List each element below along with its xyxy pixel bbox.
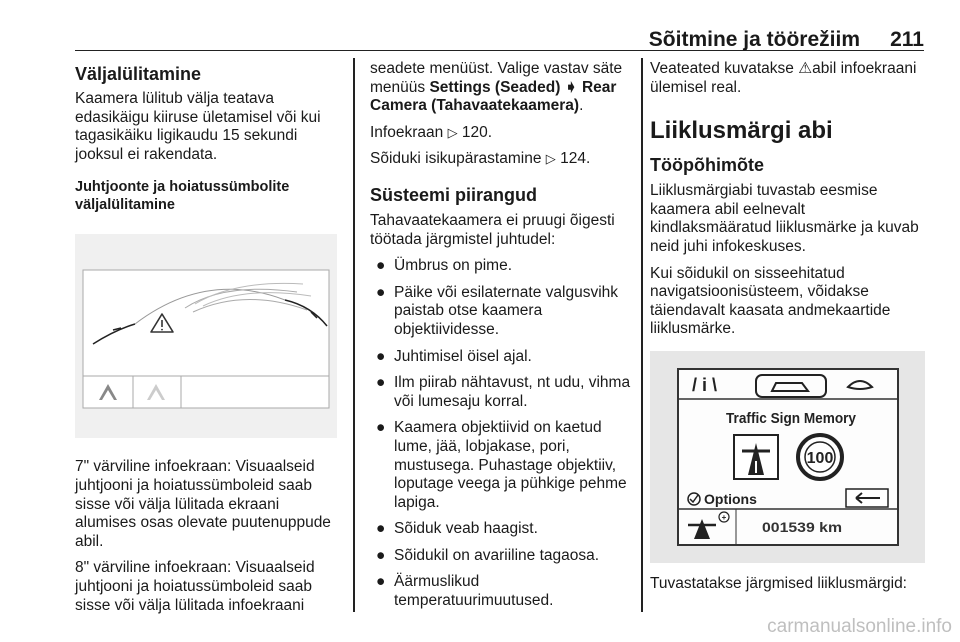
bullet-icon: ● xyxy=(376,546,386,564)
text-run: . xyxy=(579,97,584,115)
section-heading: Süsteemi piirangud xyxy=(370,184,538,205)
svg-text:+: + xyxy=(721,512,727,522)
text-run: abil infoekraani ülemisel real. xyxy=(650,60,917,96)
list-item-text: Äärmuslikud temperatuurimuutused. xyxy=(394,573,554,610)
ref-arrow-icon: ▷ xyxy=(447,124,458,140)
odometer-value: 001539 km xyxy=(762,518,842,535)
paragraph xyxy=(650,60,925,97)
bullet-icon: ● xyxy=(376,347,386,365)
column-divider xyxy=(641,58,643,612)
warning-icon: ⚠ xyxy=(798,60,813,77)
speed-limit-value: 100 xyxy=(806,449,834,467)
list-item-text: Ilm piirab nähtavust, nt udu, vihma või lumesaju korral. xyxy=(394,374,631,410)
section-heading: Väljalülitamine xyxy=(75,64,202,84)
list-item-text: Päike või esilaternate valgusvihk paistab otse kaamera objektiividesse. xyxy=(394,283,619,338)
list-item-text: Juhtimisel öisel ajal. xyxy=(394,347,532,365)
ref-arrow-icon: ▷ xyxy=(545,151,556,167)
list-item xyxy=(370,348,635,367)
figure-title: Traffic Sign Memory xyxy=(726,409,857,427)
page-number: 211 xyxy=(890,28,924,51)
paragraph: Kui sõidukil on sisseehitatud navigatsioonisüsteem, võidakse täiendavalt kaasata andmekaartide liiklusmärke. xyxy=(650,264,891,338)
cross-reference xyxy=(370,150,635,169)
list-item-text: Sõiduk veab haagist. xyxy=(394,520,538,538)
paragraph: Kaamera lülitub välja teatava edasikäigu kiiruse ületamisel või kui tagasikäiku ligikaudu 15 sekundi jooksul ei rakendata. xyxy=(75,90,321,163)
limitations-list xyxy=(370,257,635,611)
paragraph: Tuvastatakse järgmised liiklusmärgid: xyxy=(650,574,907,592)
traffic-sign-display xyxy=(650,351,925,563)
paragraph: 8" värviline infoekraan: Visuaalseid juhtjooni ja hoiatussümboleid saab sisse või välja lülitada infoekraani xyxy=(75,559,315,614)
text-run: seadete menüüst. Valige vastav säte menüüs xyxy=(370,60,623,96)
list-item xyxy=(370,257,635,276)
paragraph: Tahavaatekaamera ei pruugi õigesti töötada järgmistel juhtudel: xyxy=(370,211,615,248)
svg-text:/ i \: / i \ xyxy=(692,374,718,395)
list-item xyxy=(370,520,635,539)
chapter-heading: Liiklusmärgi abi xyxy=(650,117,833,145)
list-item xyxy=(370,419,635,512)
ref-page: 124. xyxy=(560,150,591,168)
bullet-icon: ● xyxy=(376,283,386,301)
ref-text: Infoekraan xyxy=(370,123,444,141)
paragraph: 7" värviline infoekraan: Visuaalseid juhtjooni ja hoiatussümboleid saab sisse või välja lülitada ekraani alumises osas olevate puutenuppude abil. xyxy=(75,458,331,550)
column-left xyxy=(75,60,337,623)
ref-text: Sõiduki isikupärastamine xyxy=(370,150,542,168)
watermark: carmanualsonline.info xyxy=(767,616,952,637)
camera-display-figure xyxy=(75,234,337,438)
paragraph: Liiklusmärgiabi tuvastab eesmise kaamera abil eelnevalt kindlaksmääratud liiklusmärke ja kuvab neid juhi infokeskuses. xyxy=(650,182,919,255)
column-right xyxy=(650,60,925,602)
list-item xyxy=(370,284,635,340)
text-run: Veateated kuvatakse xyxy=(650,60,794,77)
header-title: Sõitmine ja töörežiim xyxy=(648,28,860,51)
menu-path: Settings (Seaded) ➧ Rear Camera (Tahavaatekaamera) xyxy=(370,78,617,115)
column-divider xyxy=(353,58,355,612)
bullet-icon: ● xyxy=(376,257,386,275)
cross-reference xyxy=(370,124,635,143)
column-middle xyxy=(370,60,635,619)
camera-display-illustration xyxy=(75,234,337,438)
ref-page: 120. xyxy=(461,123,493,141)
bullet-icon: ● xyxy=(376,419,386,437)
list-item-text: Sõidukil on avariiline tagaosa. xyxy=(394,546,600,564)
bullet-icon: ● xyxy=(376,520,386,538)
list-item-text: Ümbrus on pime. xyxy=(394,257,513,275)
bullet-icon: ● xyxy=(376,374,386,392)
options-label: Options xyxy=(704,490,757,507)
section-heading: Tööpõhimõte xyxy=(650,155,764,176)
list-item xyxy=(370,374,635,411)
list-item xyxy=(370,573,635,610)
traffic-sign-figure xyxy=(650,351,925,563)
page-header xyxy=(75,14,924,51)
list-item-text: Kaamera objektiivid on kaetud lume, jää, lobjakase, pori, mustusega. Puhastage objektiiv, loputage veega ja pühkige pehme lapiga. xyxy=(394,419,627,511)
list-item xyxy=(370,547,635,566)
paragraph xyxy=(370,60,635,116)
bullet-icon: ● xyxy=(376,573,386,591)
subsection-heading: Juhtjoonte ja hoiatussümbolite väljalülitamine xyxy=(75,179,290,214)
